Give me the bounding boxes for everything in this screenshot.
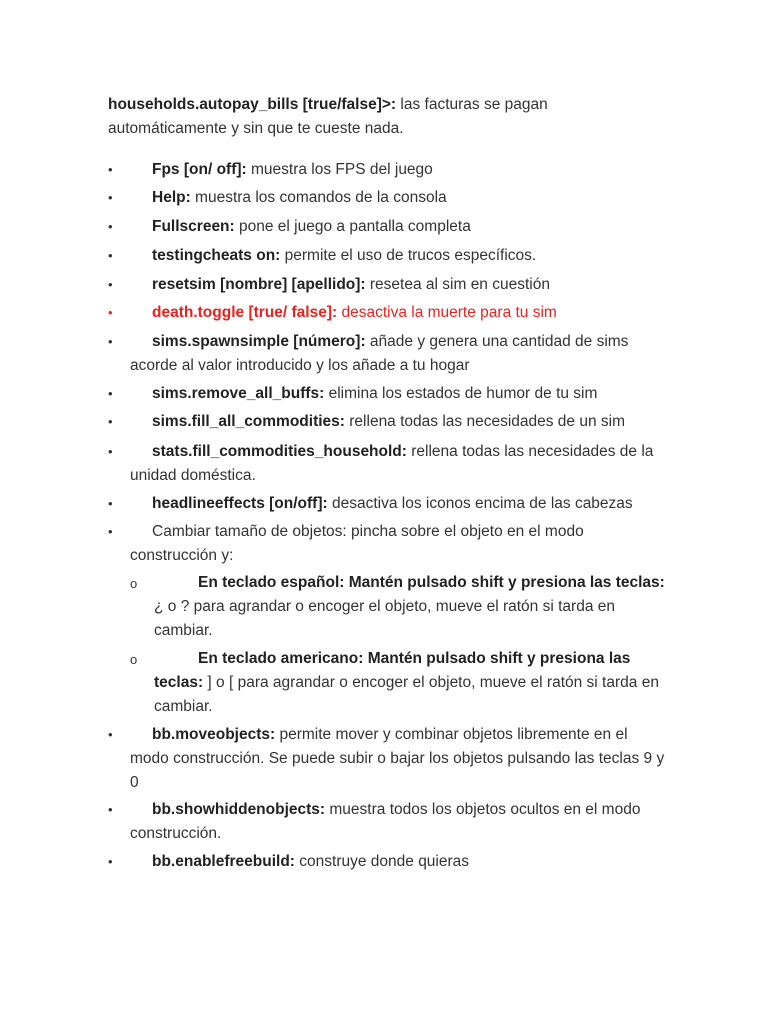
list-item-fill-household	[108, 440, 670, 488]
bullet-icon: •	[108, 444, 113, 459]
command-description: permite mover y combinar objetos libremente en el modo construcción. Se puede subir o bajar los objetos pulsando las teclas 9 y 0	[130, 726, 665, 791]
list-item-death-toggle	[108, 301, 670, 325]
command-description: añade y genera una cantidad de sims acorde al valor introducido y los añade a tu hogar	[130, 333, 629, 374]
bullet-icon: •	[108, 414, 113, 429]
list-item-showhiddenobjects	[108, 798, 670, 846]
command-name: bb.enablefreebuild:	[152, 853, 295, 870]
list-item-resetsim	[108, 273, 670, 297]
command-name: En teclado español: Mantén pulsado shift y presiona las teclas:	[198, 574, 665, 591]
list-item-fullscreen	[108, 215, 670, 239]
command-name: sims.fill_all_commodities:	[152, 413, 345, 430]
sub-item-american-keyboard	[130, 647, 674, 719]
command-description: desactiva los iconos encima de las cabezas	[327, 495, 633, 512]
command-name: bb.moveobjects:	[152, 726, 276, 743]
command-description: pone el juego a pantalla completa	[234, 218, 471, 235]
bullet-icon: •	[108, 802, 113, 817]
list-item-headlineeffects	[108, 492, 670, 516]
list-item-help	[108, 186, 670, 210]
bullet-icon: •	[108, 190, 113, 205]
bullet-icon: •	[108, 386, 113, 401]
command-name: resetsim [nombre] [apellido]:	[152, 276, 366, 293]
command-name: Fullscreen:	[152, 218, 235, 235]
bullet-icon: •	[108, 219, 113, 234]
command-name: bb.showhiddenobjects:	[152, 801, 326, 818]
list-item-spawnsimple	[108, 330, 670, 378]
command-name: death.toggle [true/ false]:	[152, 304, 338, 321]
sub-bullet-icon: o	[130, 576, 138, 591]
sub-bullet-icon: o	[130, 652, 138, 667]
bullet-icon: •	[108, 727, 113, 742]
list-item-resize-objects	[108, 520, 670, 568]
command-description: resetea al sim en cuestión	[365, 276, 550, 293]
command-description: ¿ o ? para agrandar o encoger el objeto, mueve el ratón si tarda en cambiar.	[154, 598, 615, 639]
command-description: permite el uso de trucos específicos.	[280, 247, 537, 264]
command-description: desactiva la muerte para tu sim	[337, 304, 557, 321]
command-name: stats.fill_commodities_household:	[152, 443, 407, 460]
bullet-icon: •	[108, 248, 113, 263]
command-description: construye donde quieras	[294, 853, 470, 870]
command-name: sims.spawnsimple [número]:	[152, 333, 366, 350]
command-description: ] o [ para agrandar o encoger el objeto, mueve el ratón si tarda en cambiar.	[154, 674, 659, 715]
command-name: sims.remove_all_buffs:	[152, 385, 325, 402]
command-name: Fps [on/ off]:	[152, 161, 247, 178]
list-item-testingcheats	[108, 244, 670, 268]
bullet-icon: •	[108, 854, 113, 869]
intro-paragraph	[108, 93, 668, 141]
command-name: Help:	[152, 189, 191, 206]
intro-description: las facturas se pagan automáticamente y sin que te cueste nada.	[108, 96, 548, 137]
bullet-icon: •	[108, 334, 113, 349]
list-item-fill-commodities	[108, 410, 670, 434]
command-description: muestra los comandos de la consola	[190, 189, 447, 206]
bullet-icon: •	[108, 305, 113, 320]
command-name: En teclado americano: Mantén pulsado shift y presiona las teclas:	[154, 650, 631, 691]
bullet-icon: •	[108, 162, 113, 177]
command-description: muestra los FPS del juego	[246, 161, 433, 178]
bullet-icon: •	[108, 524, 113, 539]
command-description: muestra todos los objetos ocultos en el modo construcción.	[130, 801, 641, 842]
intro-command: households.autopay_bills [true/false]>:	[108, 96, 397, 113]
sub-item-spanish-keyboard	[130, 571, 674, 643]
bullet-icon: •	[108, 277, 113, 292]
command-description: rellena todas las necesidades de la unidad doméstica.	[130, 443, 654, 484]
command-name: headlineeffects [on/off]:	[152, 495, 328, 512]
list-item-moveobjects	[108, 723, 670, 795]
bullet-icon: •	[108, 496, 113, 511]
command-description: elimina los estados de humor de tu sim	[324, 385, 598, 402]
command-description: rellena todas las necesidades de un sim	[344, 413, 625, 430]
command-description: Cambiar tamaño de objetos: pincha sobre el objeto en el modo construcción y:	[130, 523, 584, 564]
list-item-remove-buffs	[108, 382, 670, 406]
command-name: testingcheats on:	[152, 247, 281, 264]
list-item-enablefreebuild	[108, 850, 670, 874]
list-item-fps	[108, 158, 670, 182]
